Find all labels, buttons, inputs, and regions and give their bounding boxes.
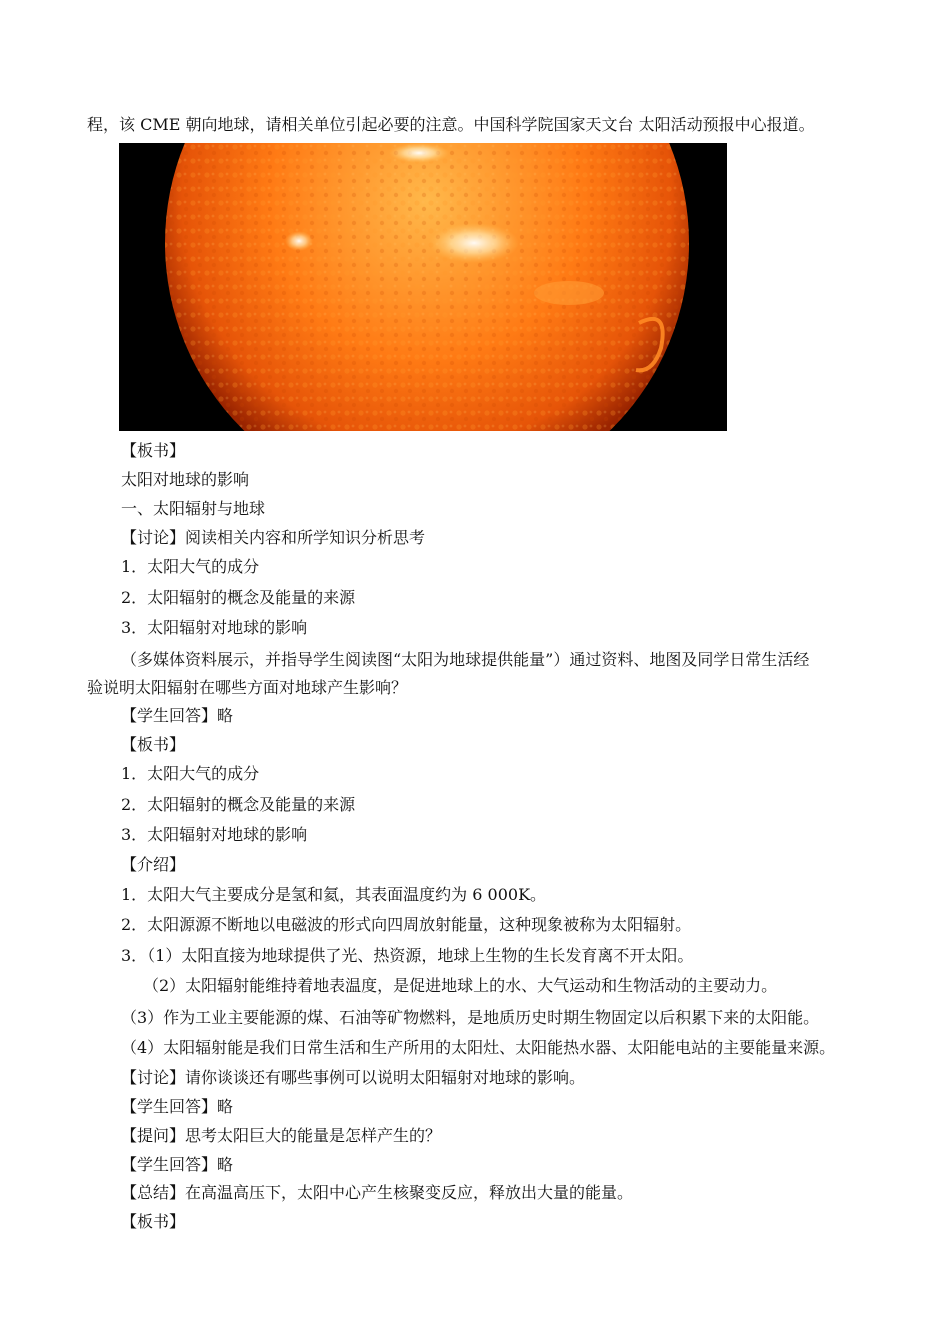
- paragraph: 验说明太阳辐射在哪些方面对地球产生影响？: [87, 678, 408, 697]
- heading-bangshu: 【板书】: [121, 1212, 186, 1231]
- heading-intro: 【介绍】: [121, 855, 186, 874]
- sun-image: [119, 143, 727, 431]
- paragraph: （多媒体资料展示，并指导学生阅读图“太阳为地球提供能量”）通过资料、地图及同学日常生活经: [121, 650, 810, 669]
- list-item: 3．（1）太阳直接为地球提供了光、热资源，地球上生物的生长发育离不开太阳。: [121, 946, 694, 965]
- list-item: 2．太阳辐射的概念及能量的来源: [121, 795, 356, 814]
- list-item: 2．太阳源源不断地以电磁波的形式向四周放射能量，这种现象被称为太阳辐射。: [121, 915, 692, 934]
- list-item: （3）作为工业主要能源的煤、石油等矿物燃料，是地质历史时期生物固定以后积累下来的太阳能。: [121, 1008, 820, 1027]
- discussion: 【讨论】请你谈谈还有哪些事例可以说明太阳辐射对地球的影响。: [121, 1068, 586, 1087]
- heading-bangshu: 【板书】: [121, 735, 186, 754]
- list-item: 3．太阳辐射对地球的影响: [121, 618, 308, 637]
- subsection-title: 一、太阳辐射与地球: [121, 499, 266, 518]
- list-item: 1．太阳大气的成分: [121, 557, 260, 576]
- sun-image-icon: [119, 143, 727, 431]
- intro-paragraph: 程，该 CME 朝向地球，请相关单位引起必要的注意。中国科学院国家天文台 太阳活动预报中心报道。: [87, 115, 815, 134]
- list-item: 1．太阳大气的成分: [121, 764, 260, 783]
- list-item: 3．太阳辐射对地球的影响: [121, 825, 308, 844]
- student-answer: 【学生回答】略: [121, 706, 234, 725]
- question: 【提问】思考太阳巨大的能量是怎样产生的？: [121, 1126, 442, 1145]
- list-item: （4）太阳辐射能是我们日常生活和生产所用的太阳灶、太阳能热水器、太阳能电站的主要能量来源。: [121, 1038, 836, 1057]
- heading-bangshu: 【板书】: [121, 441, 186, 460]
- section-title: 太阳对地球的影响: [121, 470, 250, 489]
- list-item: （2）太阳辐射能维持着地表温度，是促进地球上的水、大气运动和生物活动的主要动力。: [143, 976, 778, 995]
- list-item: 2．太阳辐射的概念及能量的来源: [121, 588, 356, 607]
- student-answer: 【学生回答】略: [121, 1155, 234, 1174]
- student-answer: 【学生回答】略: [121, 1097, 234, 1116]
- summary: 【总结】在高温高压下，太阳中心产生核聚变反应，释放出大量的能量。: [121, 1183, 634, 1202]
- list-item: 1．太阳大气主要成分是氢和氦，其表面温度约为 6 000K。: [121, 885, 547, 904]
- discussion: 【讨论】阅读相关内容和所学知识分析思考: [121, 528, 426, 547]
